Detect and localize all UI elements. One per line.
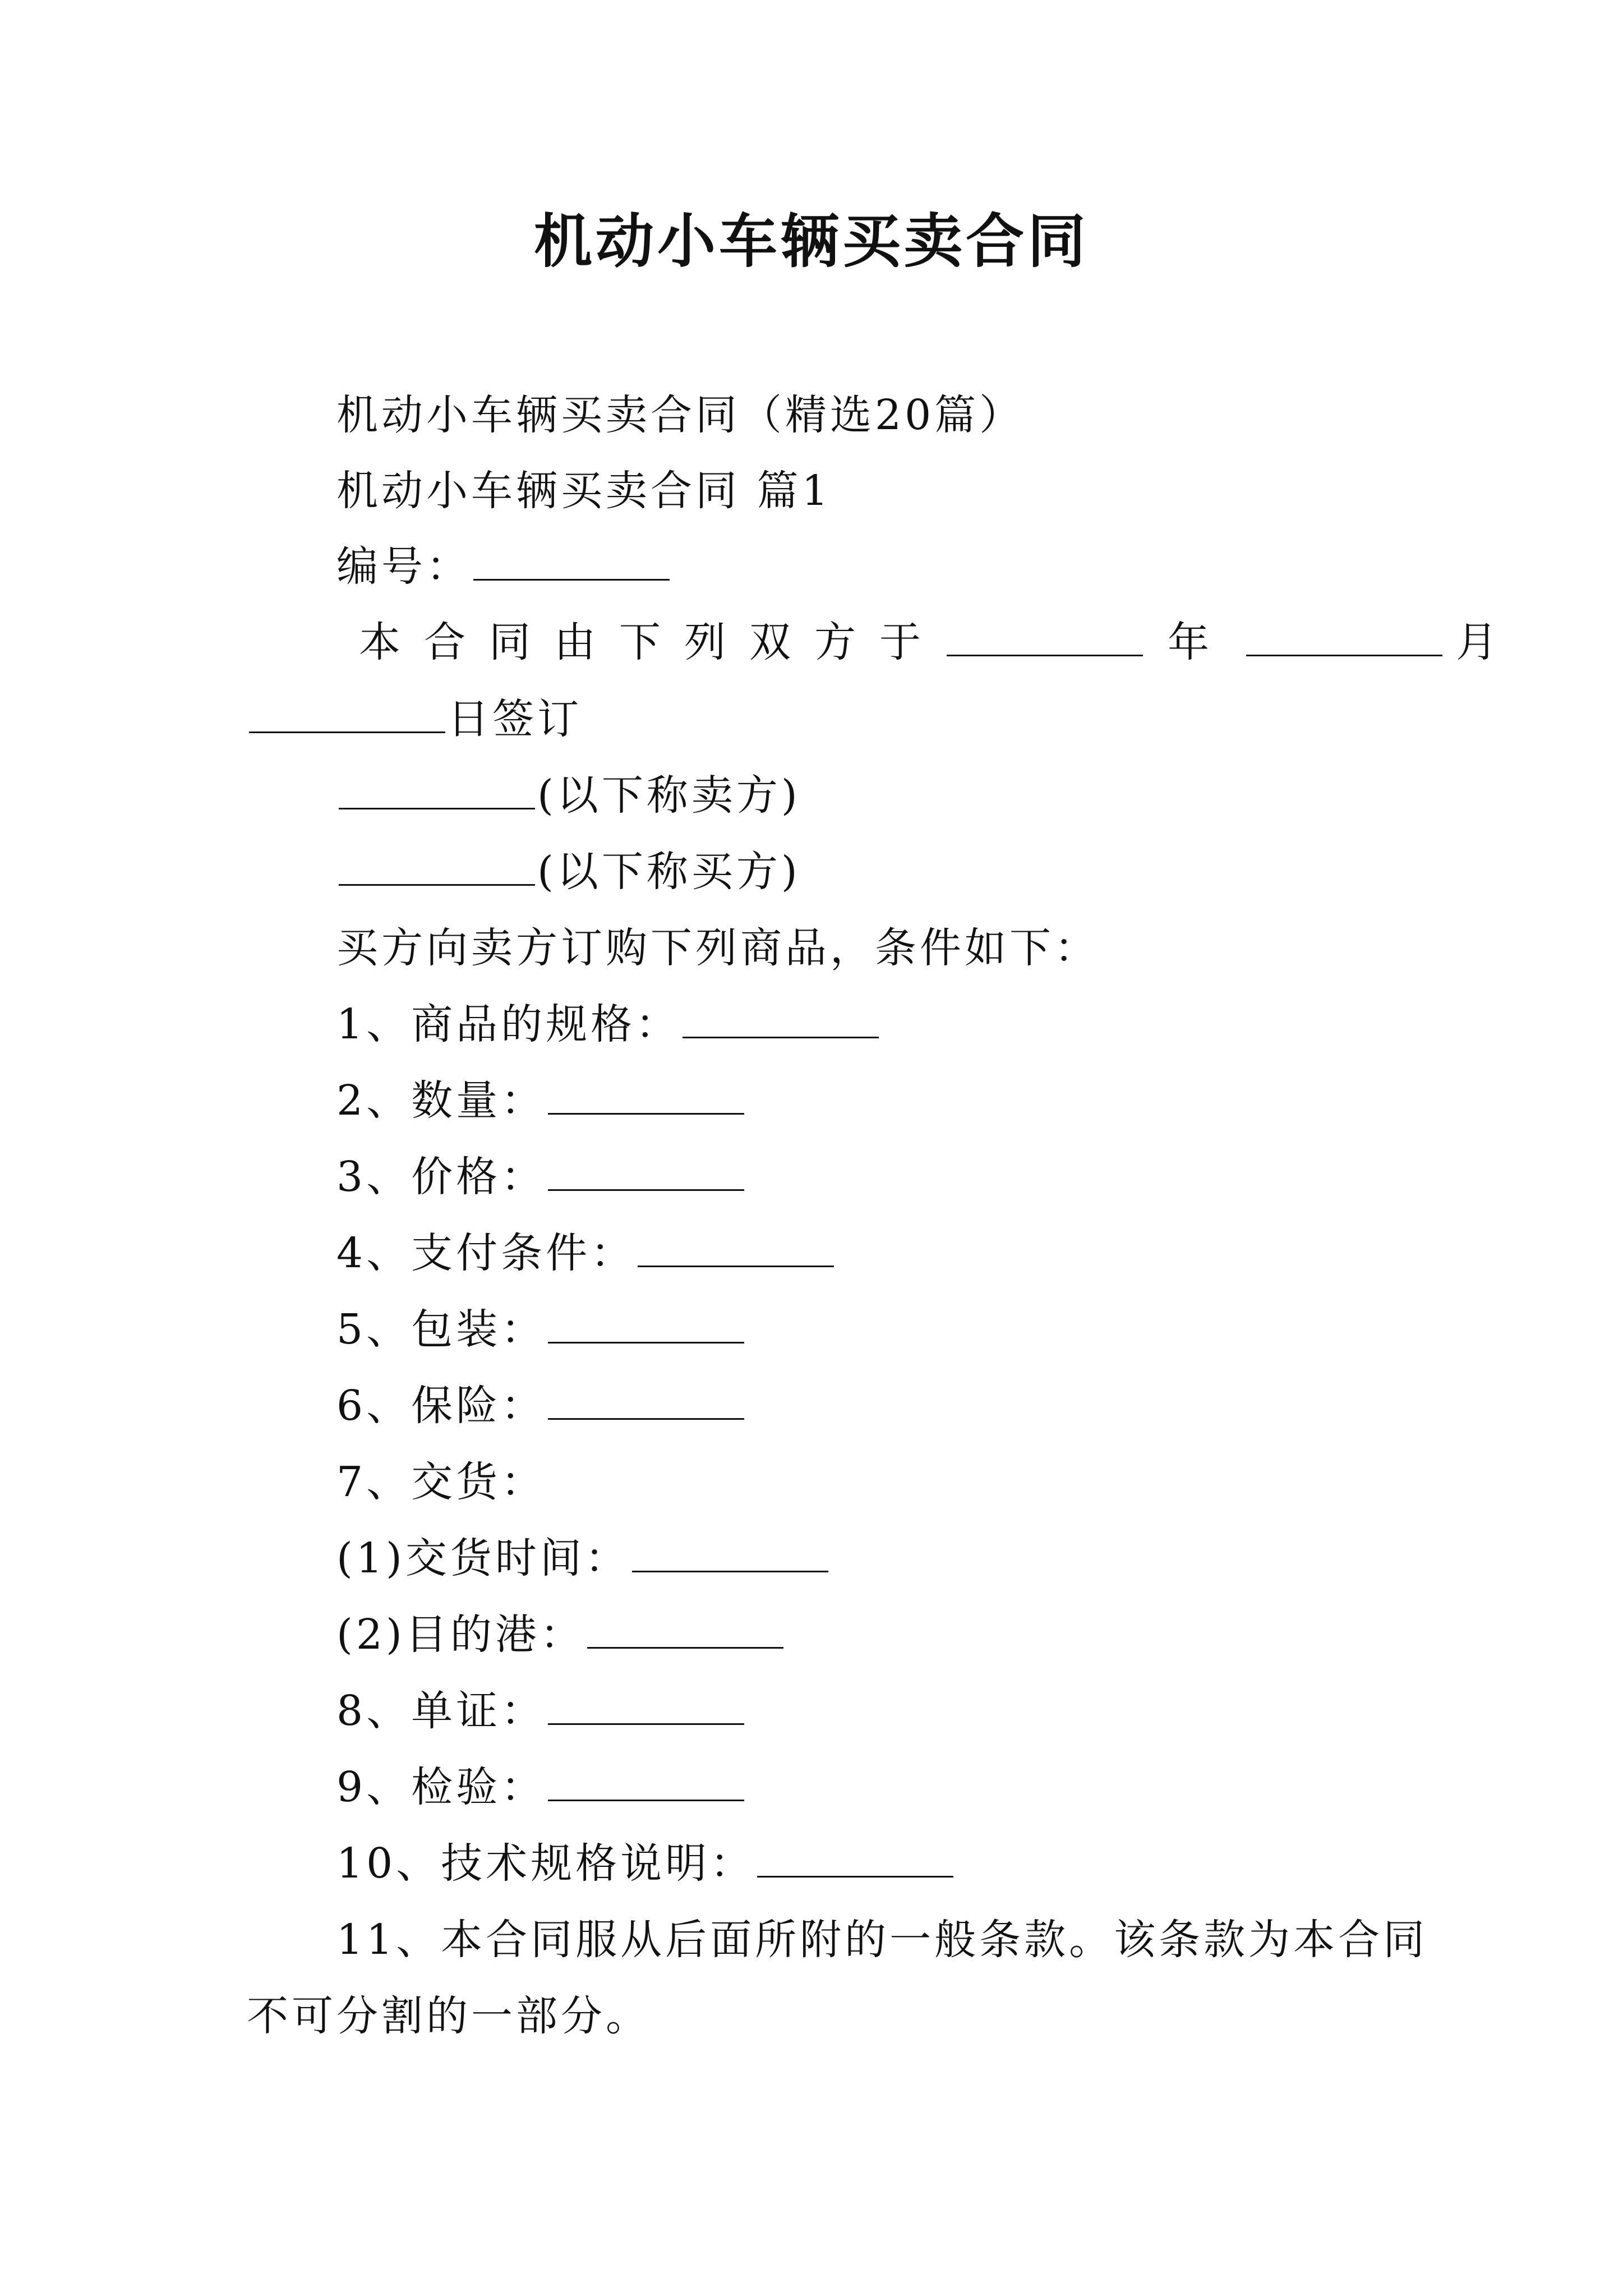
buyer-line: [336, 844, 801, 900]
item-spec-blank: [683, 1003, 879, 1038]
item-payment-blank: [638, 1232, 834, 1267]
seller-label: (以下称卖方): [537, 771, 801, 820]
contract-number-blank: [473, 545, 670, 581]
item-delivery-time-label: (1)交货时间：: [336, 1534, 630, 1582]
item-insurance-blank: [548, 1384, 744, 1420]
signing-date-line: [359, 614, 1501, 670]
item-packing-label: 5、包装：: [336, 1305, 546, 1354]
contract-number-line: [336, 539, 672, 595]
item-price-label: 3、价格：: [336, 1153, 546, 1201]
item-documents: [336, 1683, 746, 1739]
day-signed-label: 日签订: [448, 695, 582, 743]
year-blank: [947, 621, 1143, 656]
item-spec-label: 1、商品的规格：: [336, 1000, 681, 1048]
item-tech-spec-blank: [757, 1842, 953, 1878]
document-title: 机动小车辆买卖合同: [533, 206, 1089, 275]
item-destination-port-blank: [587, 1613, 783, 1649]
item-quantity: [336, 1073, 746, 1129]
document-subtitle: 机动小车辆买卖合同（精选20篇）: [336, 391, 1025, 439]
conditions-intro: 买方向卖方订购下列商品，条件如下：: [336, 924, 1099, 972]
item-delivery: 7、交货：: [336, 1458, 546, 1506]
buyer-blank: [339, 850, 535, 886]
item-spec: [336, 996, 881, 1052]
buyer-label: (以下称买方): [537, 848, 801, 896]
item-delivery-time-blank: [632, 1537, 828, 1572]
item-documents-label: 8、单证：: [336, 1687, 546, 1735]
item-quantity-label: 2、数量：: [336, 1076, 546, 1125]
item-delivery-time: [336, 1530, 831, 1586]
month-label: 月: [1456, 618, 1501, 666]
item-tech-spec: [336, 1835, 956, 1892]
signing-day-line: [247, 691, 582, 747]
clause-11-line-1: 11、本合同服从后面所附的一般条款。该条款为本合同: [336, 1916, 1428, 1964]
item-destination-port: [336, 1607, 786, 1663]
year-label: 年: [1168, 618, 1212, 666]
contract-number-label: 编号：: [336, 542, 471, 591]
item-payment-label: 4、支付条件：: [336, 1229, 636, 1277]
item-inspection: [336, 1759, 746, 1815]
month-blank: [1246, 621, 1442, 656]
seller-line: [336, 767, 801, 823]
item-price-blank: [548, 1156, 744, 1191]
item-destination-port-label: (2)目的港：: [336, 1611, 585, 1659]
item-tech-spec-label: 10、技术规格说明：: [336, 1839, 755, 1888]
signing-intro: 本合同由下列双方于: [359, 618, 944, 666]
clause-11-line-2: 不可分割的一部分。: [247, 1992, 651, 2040]
item-packing: [336, 1301, 746, 1358]
item-inspection-label: 9、检验：: [336, 1763, 546, 1811]
item-documents-blank: [548, 1690, 744, 1725]
item-packing-blank: [548, 1308, 744, 1343]
part-heading: 机动小车辆买卖合同 篇1: [336, 467, 832, 515]
item-payment: [336, 1225, 836, 1281]
item-inspection-blank: [548, 1766, 744, 1801]
item-insurance: [336, 1378, 746, 1434]
day-blank: [249, 698, 445, 733]
seller-blank: [339, 774, 535, 809]
item-price: [336, 1149, 746, 1205]
item-quantity-blank: [548, 1079, 744, 1115]
item-insurance-label: 6、保险：: [336, 1382, 546, 1430]
